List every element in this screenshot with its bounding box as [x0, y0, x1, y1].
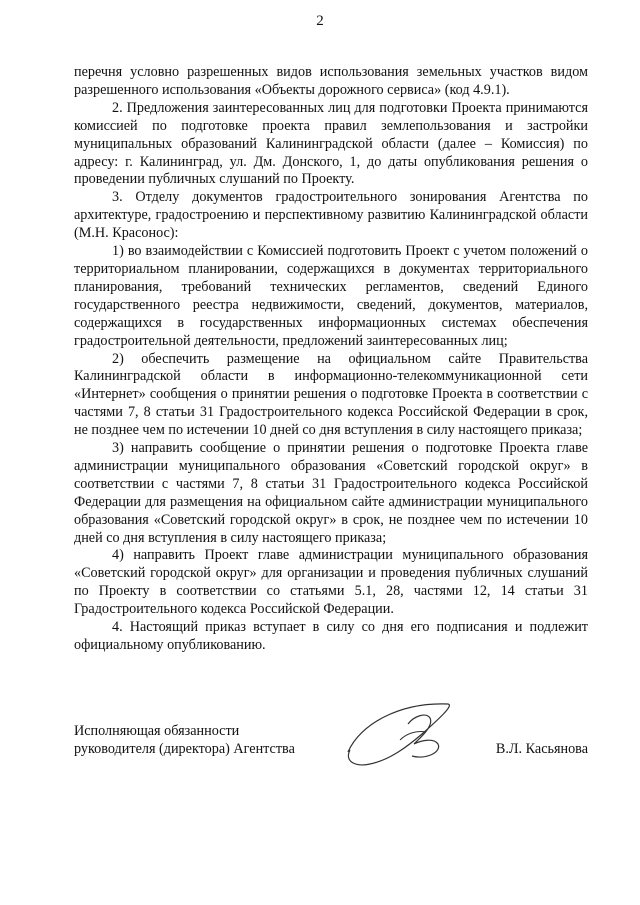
page-number: 2: [316, 13, 324, 29]
handwritten-signature: [330, 694, 470, 774]
document-body: [74, 64, 588, 655]
paragraph-3: 3. Отделу документов градостроительного зонирования Агентства по архитектуре, градостроению и перспективному развитию Калининградской области (М.Н. Красонос):: [74, 189, 588, 242]
paragraph-3-4: 4) направить Проект главе администрации муниципального образования «Советский городской округ» для организации и проведения публичных слушаний по Проекту в соответствии со статьями 5.1, 28, частями 12, 14 статьи 31 Градостроительного кодекса Российской Федерации.: [74, 547, 588, 618]
paragraph-4: 4. Настоящий приказ вступает в силу со дня его подписания и подлежит официальному опубликованию.: [74, 619, 588, 653]
signatory-position-line2: руководителя (директора) Агентства: [74, 741, 295, 757]
signatory-name: В.Л. Касьянова: [495, 741, 588, 757]
paragraph-2: 2. Предложения заинтересованных лиц для подготовки Проекта принимаются комиссией по подготовке проекта правил землепользования и застройки муниципальных образований Калининградской области (далее – Комиссия) по адресу: г. Калининград, ул. Дм. Донского, 1, до даты опубликования решения о проведении публичных слушаний по Проекту.: [74, 99, 588, 188]
paragraph-3-3: 3) направить сообщение о принятии решения о подготовке Проекта главе администрации муниципального образования «Советский городской округ» в соответствии с частями 7, 8 статьи 31 Градостроительного кодекса Российской Федерации для размещения на официальном сайте администрации муниципального образования «Советский городской округ» в срок, не позднее чем по истечении 10 дней со дня вступления в силу настоящего приказа;: [74, 440, 588, 546]
paragraph-continuation: перечня условно разрешенных видов использования земельных участков видом разрешенного использования «Объекты дорожного сервиса» (код 4.9.1).: [74, 64, 588, 98]
paragraph-3-1: 1) во взаимодействии с Комиссией подготовить Проект с учетом положений о территориальном планировании, содержащихся в документах территориального планирования, требований технических регламентов, сведений Единого государственного реестра недвижимости, сведений, документов, материалов, содержащихся в государственных информационных системах обеспечения градостроительной деятельности, предложений заинтересованных лиц;: [74, 243, 588, 349]
signatory-position-line1: Исполняющая обязанности: [74, 723, 240, 739]
signatory-position: [74, 722, 295, 758]
paragraph-3-2: 2) обеспечить размещение на официальном сайте Правительства Калининградской области в информационно-телекоммуникационной сети «Интернет» сообщения о принятии решения о подготовке Проекта в соответствии с частями 7, 8 статьи 31 Градостроительного кодекса Российской Федерации в срок, не позднее чем по истечении 10 дней со дня вступления в силу настоящего приказа;: [74, 350, 588, 439]
